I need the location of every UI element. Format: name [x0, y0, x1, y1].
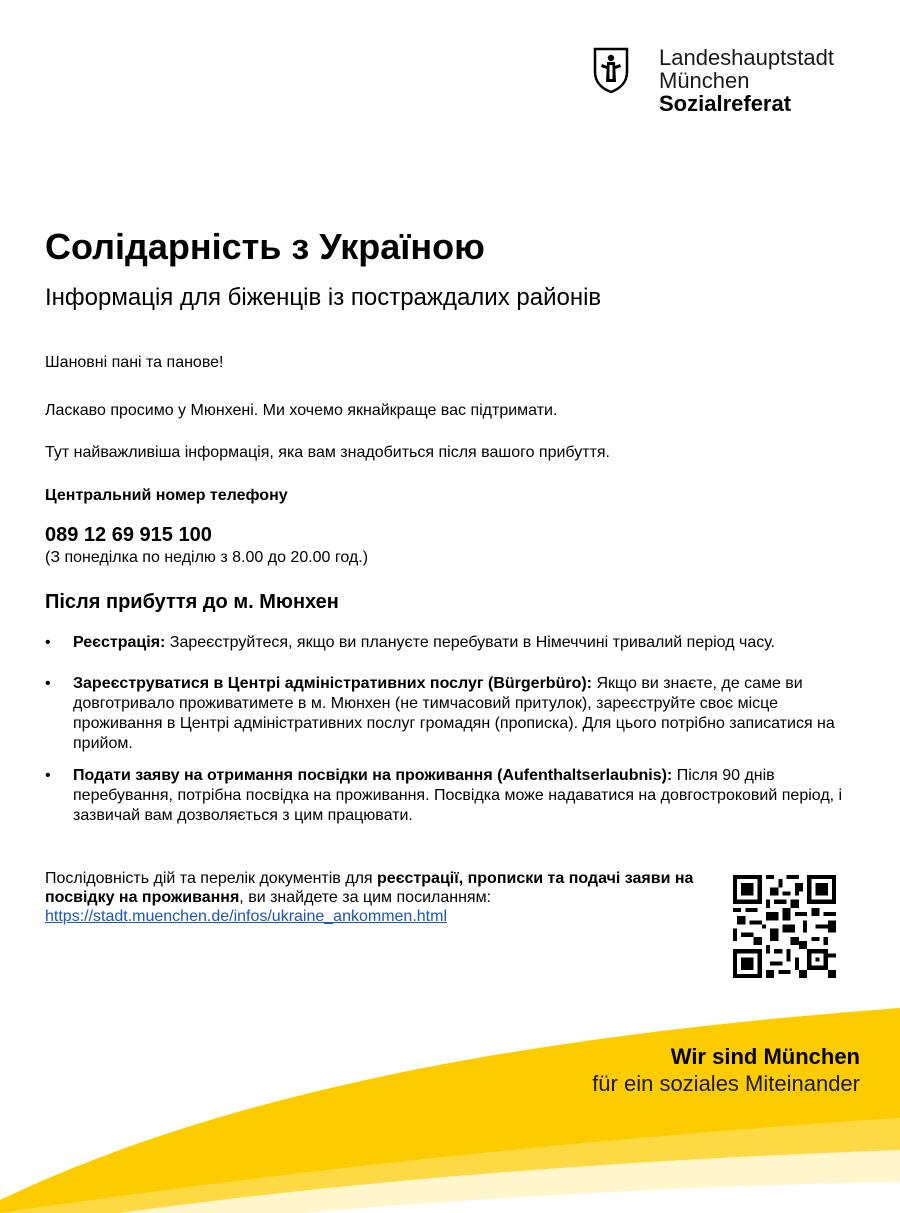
list-item-title: Реєстрація:: [73, 634, 166, 651]
qr-code-icon: [733, 875, 836, 978]
list-item-buergerbuero: [45, 674, 855, 754]
documents-info: [45, 869, 725, 926]
phone-number: 089 12 69 915 100: [45, 524, 212, 546]
bullet-icon: •: [45, 675, 51, 692]
page-title: Солідарність з Україною: [45, 226, 485, 267]
list-item-residence-permit: [45, 766, 855, 826]
list-item-text: Після 90 днів перебування, потрібна посвідка на проживання. Посвідка може надаватися на довгостроковий період, і зазвичай вам дозволяється з цим працювати.: [73, 767, 843, 824]
list-item-title: Подати заяву на отримання посвідки на проживання (Aufenthaltserlaubnis):: [73, 767, 673, 784]
documents-text-2: , ви знайдете за цим посиланням:: [239, 889, 492, 906]
city-logo: [592, 46, 862, 118]
arrival-steps-list: [45, 633, 855, 826]
yellow-swoosh-decoration: [0, 1000, 900, 1213]
documents-text-1: Послідовність дій та перелік документів для: [45, 870, 378, 887]
section-heading: Після прибуття до м. Мюнхен: [45, 591, 339, 613]
phone-hours: (З понеділка по неділю з 8.00 до 20.00 год.): [45, 549, 369, 566]
page-subtitle: Інформація для біженців із постраждалих районів: [45, 284, 602, 311]
bullet-icon: •: [45, 767, 51, 784]
documents-text-bold: реєстрації, прописки та подачі заяви на посвідку на проживання: [45, 870, 694, 906]
munich-coat-of-arms-icon: [592, 46, 630, 94]
logo-line-3: Sozialreferat: [659, 91, 792, 116]
logo-line-2: München: [659, 68, 750, 93]
phone-label: Центральний номер телефону: [45, 487, 288, 504]
info-text: Тут найважливіша інформація, яка вам знадобиться після вашого прибуття.: [45, 444, 610, 461]
logo-line-1: Landeshauptstadt: [659, 45, 834, 70]
welcome-text: Ласкаво просимо у Мюнхені. Ми хочемо якнайкраще вас підтримати.: [45, 402, 558, 419]
greeting-text: Шановні пані та панове!: [45, 354, 224, 371]
list-item-text: Якщо ви знаєте, де саме ви довготривало проживатимете в м. Мюнхен (не тимчасовий притулок), зареєструйте своє місце проживання в Центрі адміністративних послуг громадян (прописка). Для цього потрібно записатися на прийом.: [73, 675, 835, 752]
logo-text: [659, 46, 834, 115]
slogan-title: Wir sind München: [670, 1044, 860, 1069]
list-item-text: Зареєструйтеся, якщо ви плануєте перебувати в Німеччині тривалий період часу.: [165, 634, 776, 651]
list-item-title: Зареєструватися в Центрі адміністративних послуг (Bürgerbüro):: [73, 675, 592, 692]
bullet-icon: •: [45, 634, 51, 651]
ukraine-info-link[interactable]: https://stadt.muenchen.de/infos/ukraine_ankommen.html: [45, 908, 447, 925]
list-item-registration: [45, 633, 855, 653]
slogan-subtitle: für ein soziales Miteinander: [592, 1071, 860, 1096]
